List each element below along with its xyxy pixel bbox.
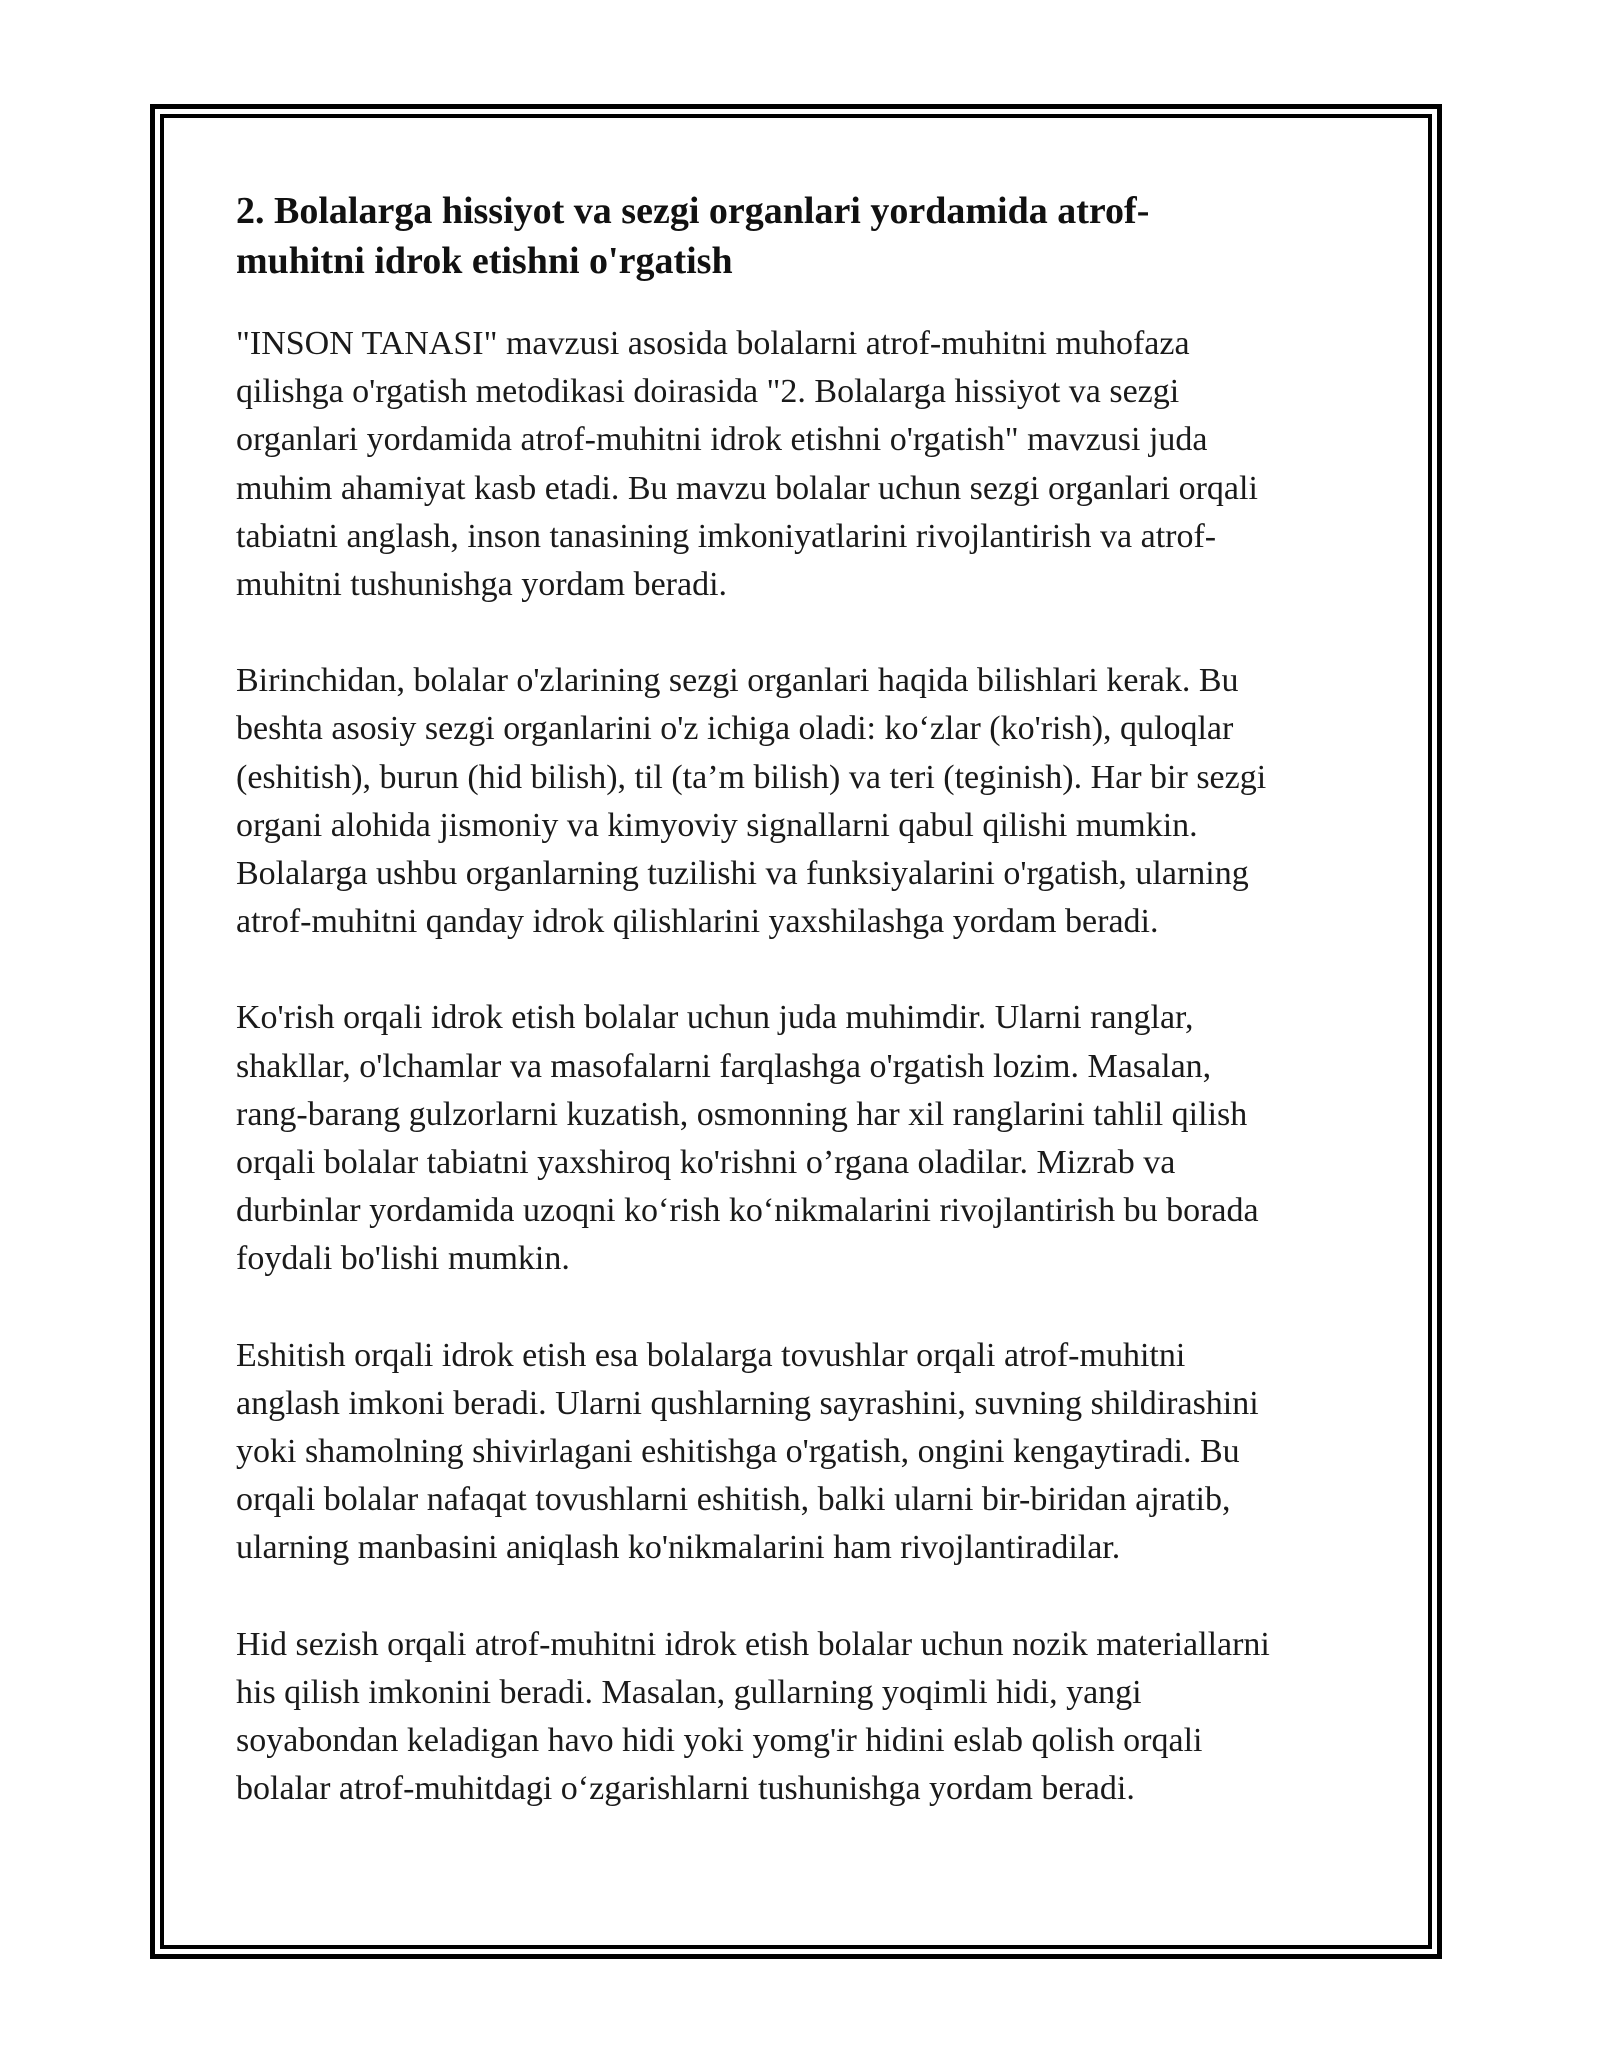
section-heading: 2. Bolalarga hissiyot va sezgi organlari yordamida atrof- muhitni idrok etishni o'rgatish bbox=[236, 190, 1150, 282]
paragraph-intro: "INSON TANASI" mavzusi asosida bolalarni atrof-muhitni muhofaza qilishga o'rgatish metodikasi doirasida "2. Bolalarga hissiyot va sezgi organlari yordamida atrof-muhitni idrok etishni o'rgatish" mavzusi juda muhim ahamiyat kasb etadi. Bu mavzu bolalar uchun sezgi organlari orqali tabiatni anglash, inson tanasining imkoniyatlarini rivojlantirish va atrof- muhitni tushunishga yordam beradi. bbox=[236, 325, 1258, 604]
paragraph-smell: Hid sezish orqali atrof-muhitni idrok etish bolalar uchun nozik materiallarni his qilish imkonini beradi. Masalan, gullarning yoqimli hidi, yangi soyabondan keladigan havo hidi yoki yomg'ir hidini eslab qolish orqali bolalar atrof-muhitdagi o‘zgarishlarni tushunishga yordam beradi. bbox=[236, 1625, 1270, 1808]
paragraph-sight: Ko'rish orqali idrok etish bolalar uchun juda muhimdir. Ularni ranglar, shakllar, o'lchamlar va masofalarni farqlashga o'rgatish lozim. Masalan, rang-barang gulzorlarni kuzatish, osmonning har xil ranglarini tahlil qilish orqali bolalar tabiatni yaxshiroq ko'rishni o’rgana oladilar. Mizrab va durbinlar yordamida uzoqni ko‘rish ko‘nikmalarini rivojlantirish bu borada foydali bo'lishi mumkin. bbox=[236, 999, 1259, 1278]
paragraph-hearing: Eshitish orqali idrok etish esa bolalarga tovushlar orqali atrof-muhitni anglash imkoni beradi. Ularni qushlarning sayrashini, suvning shildirashini yoki shamolning shivirlagani eshitishga o'rgatish, ongini kengaytiradi. Bu orqali bolalar nafaqat tovushlarni eshitish, balki ularni bir-biridan ajratib, ularning manbasini aniqlash ko'nikmalarini ham rivojlantiradilar. bbox=[236, 1336, 1259, 1567]
paragraph-sense-organs: Birinchidan, bolalar o'zlarining sezgi organlari haqida bilishlari kerak. Bu beshta asosiy sezgi organlarini o'z ichiga oladi: ko‘zlar (ko'rish), quloqlar (eshitish), burun (hid bilish), til (ta’m bilish) va teri (teginish). Har bir sezgi organi alohida jismoniy va kimyoviy signallarni qabul qilishi mumkin. Bolalarga ushbu organlarning tuzilishi va funksiyalarini o'rgatish, ularning atrof-muhitni qanday idrok qilishlarini yaxshilashga yordam beradi. bbox=[236, 662, 1267, 941]
document-body bbox=[236, 186, 1366, 1861]
